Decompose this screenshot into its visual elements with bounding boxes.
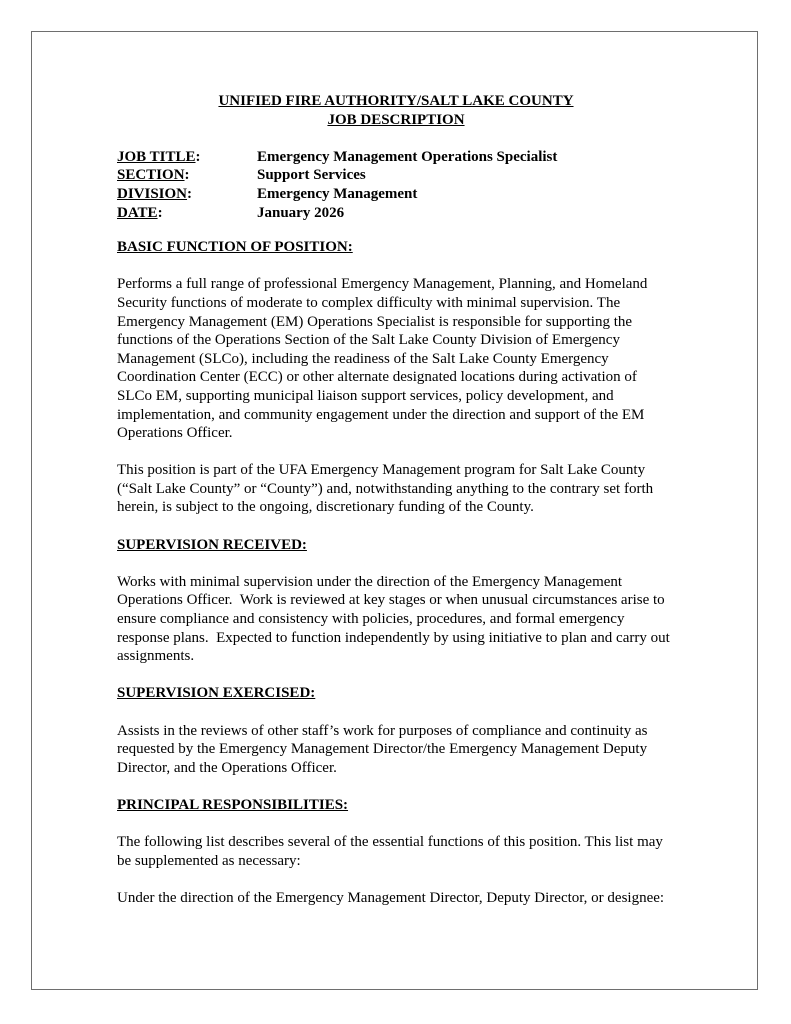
- section-heading: BASIC FUNCTION OF POSITION:: [117, 239, 353, 256]
- meta-value: Support Services: [257, 167, 366, 184]
- document-content: [117, 92, 675, 926]
- paragraph: The following list describes several of the essential functions of this position. This list may be supplemented as necessary:: [117, 834, 667, 869]
- section-principal-responsibilities: [117, 796, 675, 908]
- job-meta-block: [117, 148, 675, 222]
- meta-value: January 2026: [257, 204, 345, 221]
- meta-row-job-title: [117, 148, 675, 167]
- meta-value: Emergency Management Operations Specialist: [257, 148, 558, 165]
- title-line-2: JOB DESCRIPTION: [327, 111, 465, 128]
- meta-value: Emergency Management: [257, 185, 418, 202]
- title-line-1: UNIFIED FIRE AUTHORITY/SALT LAKE COUNTY: [218, 93, 574, 109]
- section-basic-function: [117, 238, 675, 517]
- document-title: [117, 92, 675, 129]
- section-heading: SUPERVISION RECEIVED:: [117, 536, 307, 553]
- paragraph: Under the direction of the Emergency Management Director, Deputy Director, or designee:: [117, 889, 665, 906]
- meta-row-date: [117, 204, 675, 223]
- section-heading: SUPERVISION EXERCISED:: [117, 685, 316, 702]
- meta-label: DIVISION:: [117, 185, 193, 202]
- section-supervision-exercised: [117, 684, 675, 777]
- paragraph: Works with minimal supervision under the direction of the Emergency Management Operations Officer. Work is reviewed at key stages or when unusual circumstances arise to ensure compliance and consistency with policies, procedures, and formal emergency response plans. Expected to function independently by using initiative to plan and carry out assignments.: [117, 573, 674, 665]
- meta-label: JOB TITLE:: [117, 148, 201, 165]
- paragraph: This position is part of the UFA Emergency Management program for Salt Lake County (“Salt Lake County” or “County”) and, notwithstanding anything to the contrary set forth herein, is subject to the ongoing, discretionary funding of the County.: [117, 462, 657, 516]
- meta-row-section: [117, 166, 675, 185]
- section-heading: PRINCIPAL RESPONSIBILITIES:: [117, 796, 349, 813]
- meta-label: SECTION:: [117, 167, 190, 184]
- meta-row-division: [117, 185, 675, 204]
- paragraph: Performs a full range of professional Emergency Management, Planning, and Homeland Security functions of moderate to complex difficulty with minimal supervision. The Emergency Management (EM) Operations Specialist is responsible for supporting the functions of the Operations Section of the Salt Lake County Division of Emergency Management (SLCo), including the readiness of the Salt Lake County Emergency Coordination Center (ECC) or other alternate designated locations during activation of SLCo EM, supporting municipal liaison support services, policy development, and implementation, and community engagement under the direction and support of the EM Operations Officer.: [117, 276, 652, 442]
- section-supervision-received: [117, 536, 675, 666]
- meta-label: DATE:: [117, 204, 163, 221]
- paragraph: Assists in the reviews of other staff’s work for purposes of compliance and continuity as requested by the Emergency Management Director/the Emergency Management Deputy Director, and the Operations Officer.: [117, 722, 652, 776]
